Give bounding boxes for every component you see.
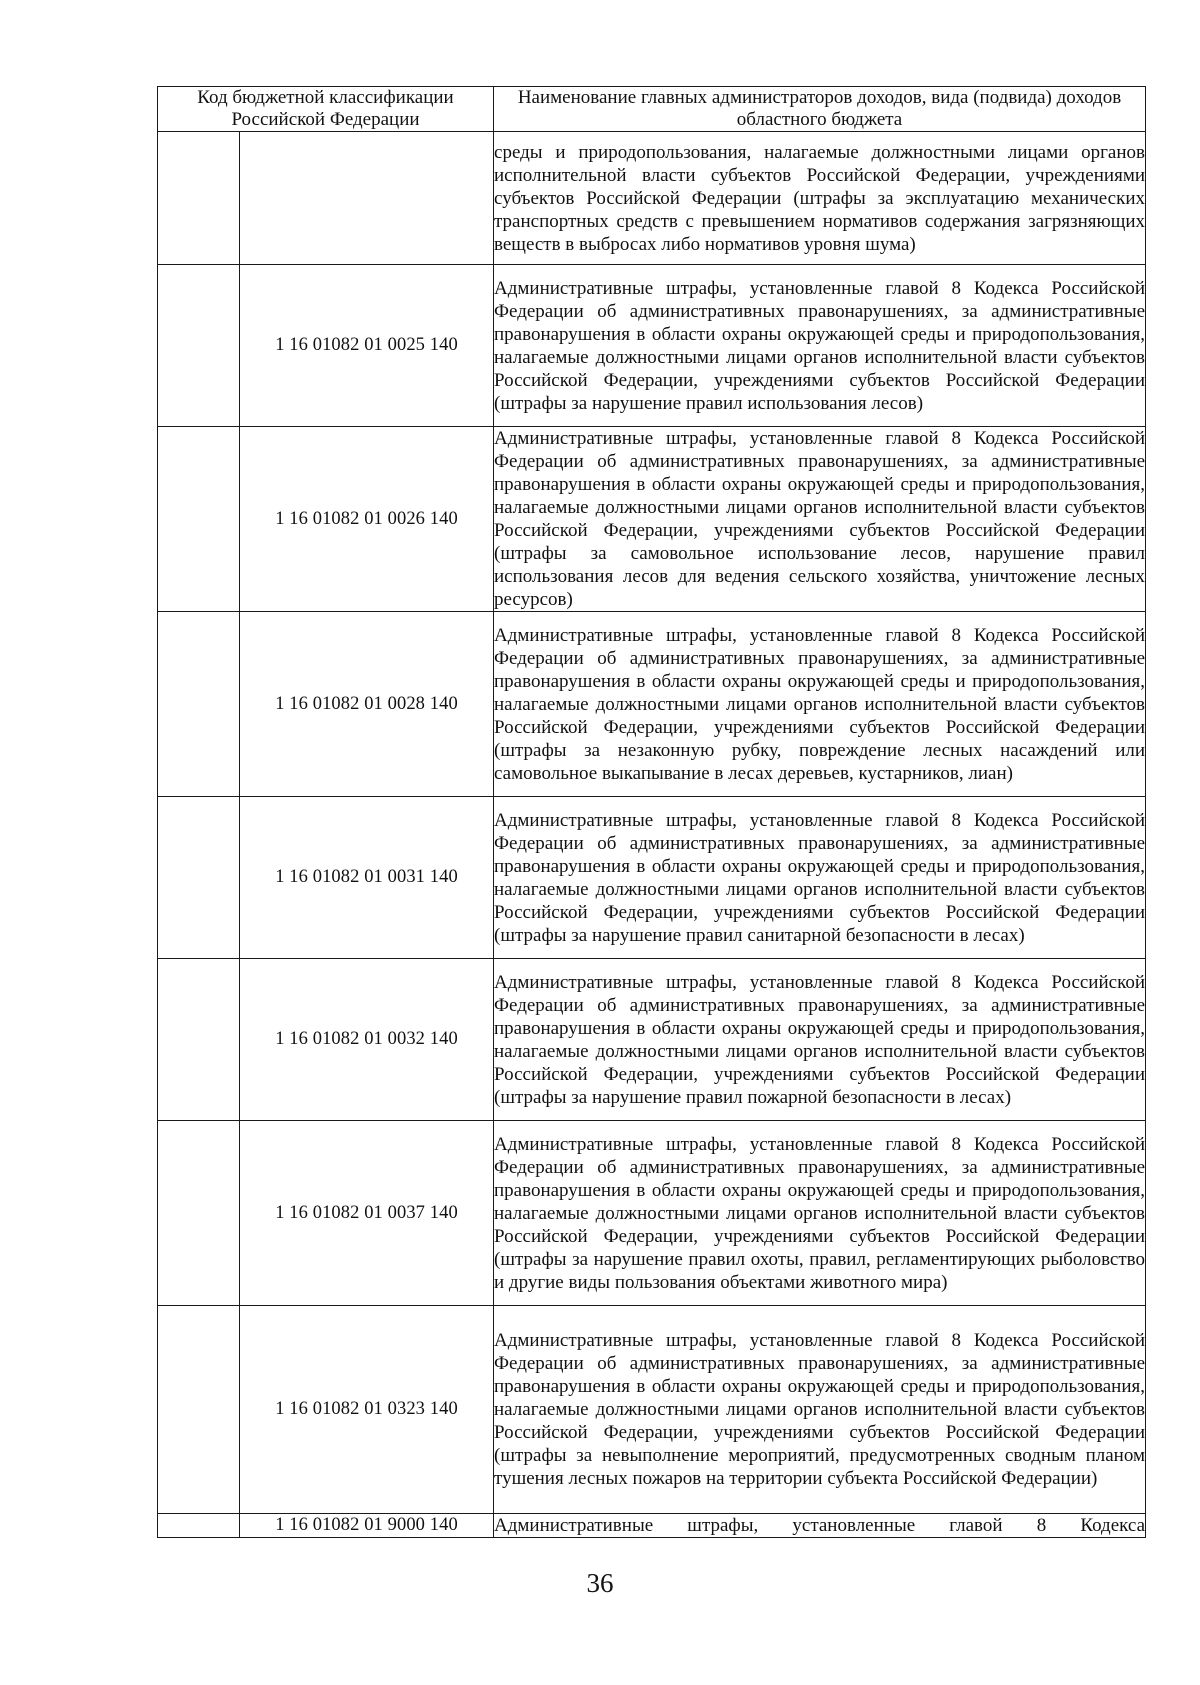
budget-classification-table [157,86,1146,1538]
table-row [158,1514,1146,1538]
table-header-row [158,87,1146,132]
header-name-column: Наименование главных администраторов доходов, вида (подвида) доходов областного бюджета [494,87,1146,132]
table-row [158,132,1146,265]
table-row [158,1121,1146,1306]
kbk-code-cell: 1 16 01082 01 0323 140 [240,1306,494,1514]
revenue-description-cell: Административные штрафы, установленные главой 8 Кодекса Российской Федерации об административных правонарушениях, за административные правонарушения в области охраны окружающей среды и природопользования, налагаемые должностными лицами органов исполнительной власти субъектов Российской Федерации, учреждениями субъектов Российской Федерации (штрафы за нарушение правил использования лесов) [494,265,1146,427]
header-code-column: Код бюджетной классификации Российской Федерации [158,87,494,132]
kbk-code-cell: 1 16 01082 01 0025 140 [240,265,494,427]
table-row [158,959,1146,1121]
admin-code-cell [158,612,240,797]
revenue-description-cell: среды и природопользования, налагаемые должностными лицами органов исполнительной власти субъектов Российской Федерации, учреждениями субъектов Российской Федерации (штрафы за эксплуатацию механических транспортных средств с превышением нормативов содержания загрязняющих веществ в выбросах либо нормативов уровня шума) [494,132,1146,265]
admin-code-cell [158,1514,240,1538]
admin-code-cell [158,132,240,265]
revenue-description-cell: Административные штрафы, установленные главой 8 Кодекса Российской Федерации об административных правонарушениях, за административные правонарушения в области охраны окружающей среды и природопользования, налагаемые должностными лицами органов исполнительной власти субъектов Российской Федерации, учреждениями субъектов Российской Федерации (штрафы за нарушение правил пожарной безопасности в лесах) [494,959,1146,1121]
admin-code-cell [158,427,240,612]
kbk-code-cell: 1 16 01082 01 0026 140 [240,427,494,612]
admin-code-cell [158,959,240,1121]
table-row [158,427,1146,612]
table-row [158,1306,1146,1514]
revenue-description-cell: Административные штрафы, установленные главой 8 Кодекса Российской Федерации об административных правонарушениях, за административные правонарушения в области охраны окружающей среды и природопользования, налагаемые должностными лицами органов исполнительной власти субъектов Российской Федерации, учреждениями субъектов Российской Федерации (штрафы за самовольное использование лесов, нарушение правил использования лесов для ведения сельского хозяйства, уничтожение лесных ресурсов) [494,428,1146,610]
kbk-code-cell: 1 16 01082 01 9000 140 [240,1514,494,1538]
admin-code-cell [158,1306,240,1514]
revenue-description-cell: Административные штрафы, установленные главой 8 Кодекса Российской Федерации об административных правонарушениях, за административные правонарушения в области охраны окружающей среды и природопользования, налагаемые должностными лицами органов исполнительной власти субъектов Российской Федерации, учреждениями субъектов Российской Федерации (штрафы за нарушение правил санитарной безопасности в лесах) [494,797,1146,959]
revenue-description-cell: Административные штрафы, установленные главой 8 Кодекса Российской Федерации об административных правонарушениях, за административные правонарушения в области охраны окружающей среды и природопользования, налагаемые должностными лицами органов исполнительной власти субъектов Российской Федерации, учреждениями субъектов Российской Федерации (штрафы за нарушение правил охоты, правил, регламентирующих рыболовство и другие виды пользования объектами животного мира) [494,1121,1146,1306]
revenue-description-cell: Административные штрафы, установленные главой 8 Кодекса Российской Федерации об административных правонарушениях, за административные правонарушения в области охраны окружающей среды и природопользования, налагаемые должностными лицами органов исполнительной власти субъектов Российской Федерации, учреждениями субъектов Российской Федерации (штрафы за невыполнение мероприятий, предусмотренных сводным планом тушения лесных пожаров на территории субъекта Российской Федерации) [494,1306,1146,1514]
revenue-description-cell: Административные штрафы, установленные главой 8 Кодекса [494,1515,1146,1536]
revenue-description-cell: Административные штрафы, установленные главой 8 Кодекса Российской Федерации об административных правонарушениях, за административные правонарушения в области охраны окружающей среды и природопользования, налагаемые должностными лицами органов исполнительной власти субъектов Российской Федерации, учреждениями субъектов Российской Федерации (штрафы за незаконную рубку, повреждение лесных насаждений или самовольное выкапывание в лесах деревьев, кустарников, лиан) [494,612,1146,797]
kbk-code-cell [240,132,494,265]
kbk-code-cell: 1 16 01082 01 0032 140 [240,959,494,1121]
admin-code-cell [158,1121,240,1306]
admin-code-cell [158,265,240,427]
table-row [158,265,1146,427]
table-row [158,797,1146,959]
page-number: 36 [586,1568,614,1598]
table-row [158,612,1146,797]
kbk-code-cell: 1 16 01082 01 0028 140 [240,612,494,797]
kbk-code-cell: 1 16 01082 01 0031 140 [240,797,494,959]
admin-code-cell [158,797,240,959]
kbk-code-cell: 1 16 01082 01 0037 140 [240,1121,494,1306]
